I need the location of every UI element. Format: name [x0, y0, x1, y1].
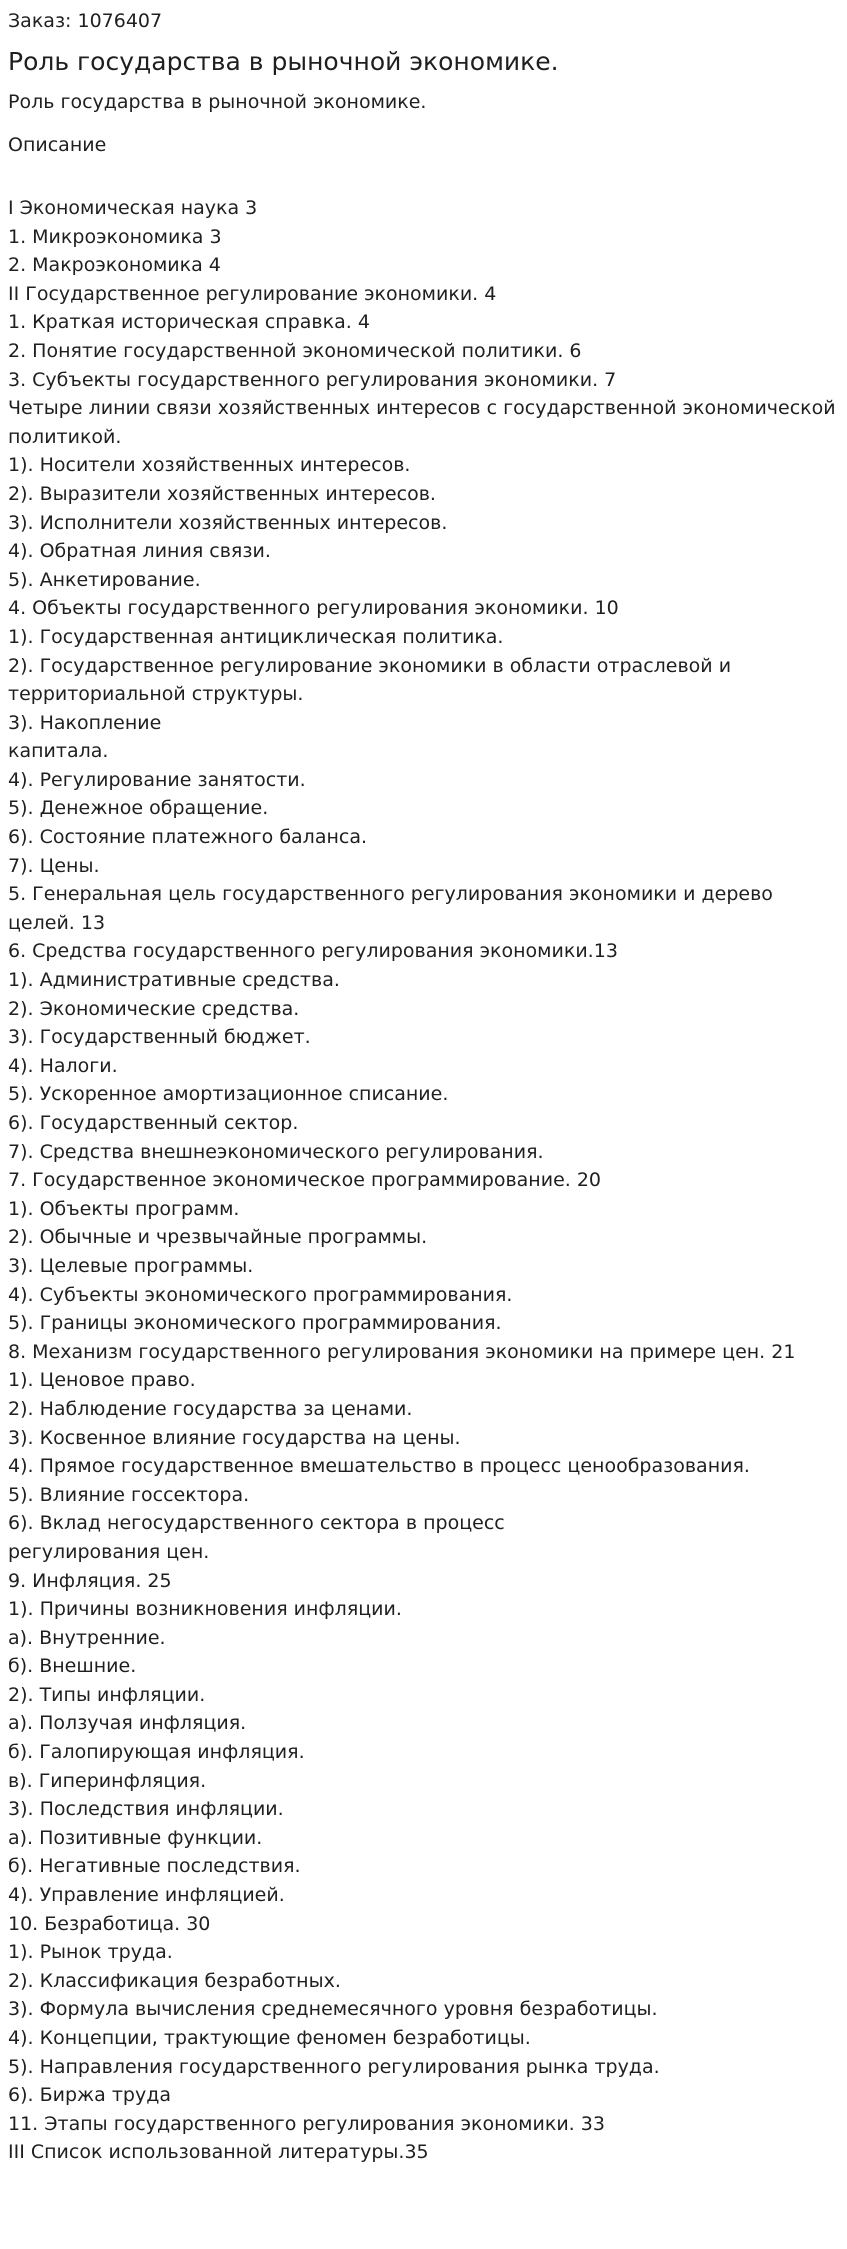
toc-line: 2). Экономические средства. [8, 997, 300, 1020]
toc-line: 7). Цены. [8, 854, 100, 877]
toc-line: капитала. [8, 740, 109, 763]
toc-line: б). Негативные последствия. [8, 1855, 301, 1878]
page-subtitle: Роль государства в рыночной экономике. [8, 91, 427, 113]
toc-line: 4). Управление инфляцией. [8, 1884, 285, 1907]
toc-line: 3). Последствия инфляции. [8, 1798, 284, 1821]
toc-line: II Государственное регулирование экономики. 4 [8, 282, 497, 305]
toc-line: 6). Состояние платежного баланса. [8, 826, 368, 849]
toc-line: 1. Краткая историческая справка. 4 [8, 311, 370, 334]
toc-line: 4). Регулирование занятости. [8, 768, 306, 791]
toc-line: 1). Административные средства. [8, 969, 340, 992]
toc-line: III Список использованной литературы.35 [8, 2141, 429, 2164]
toc-line: 4). Концепции, трактующие феномен безработицы. [8, 2027, 531, 2049]
toc-line: 5). Направления государственного регулирования рынка труда. [8, 2055, 660, 2078]
toc-line: 5). Границы экономического программирования. [8, 1312, 502, 1335]
toc-line: 1). Объекты программ. [8, 1197, 240, 1220]
toc-line: 3). Косвенное влияние государства на цены. [8, 1426, 461, 1449]
toc-line: 4). Прямое государственное вмешательство в процесс ценообразования. [8, 1455, 750, 1478]
table-of-contents [8, 194, 842, 2167]
toc-line: 2). Государственное регулирование экономики в области отраслевой и территориальной структуры. [8, 654, 738, 706]
toc-line: 5. Генеральная цель государственного регулирования экономики и дерево целей. 13 [8, 883, 779, 934]
toc-line: 11. Этапы государственного регулирования экономики. 33 [8, 2112, 605, 2135]
toc-line: 3). Исполнители хозяйственных интересов. [8, 511, 448, 534]
order-number: Заказ: 1076407 [8, 10, 163, 32]
toc-line: 3). Формула вычисления среднемесячного уровня безработицы. [8, 1998, 658, 2021]
toc-line: 4). Обратная линия связи. [8, 540, 271, 563]
toc-line: а). Ползучая инфляция. [8, 1712, 247, 1735]
toc-line: 2. Понятие государственной экономической политики. 6 [8, 339, 582, 362]
toc-line: 3. Субъекты государственного регулирования экономики. 7 [8, 368, 617, 391]
toc-line: 6. Средства государственного регулирования экономики.13 [8, 940, 618, 963]
toc-line: 2). Типы инфляции. [8, 1683, 206, 1706]
toc-line: 5). Денежное обращение. [8, 797, 269, 820]
toc-line: 4). Налоги. [8, 1054, 118, 1077]
toc-line: а). Внутренние. [8, 1626, 166, 1649]
toc-line: 5). Влияние госсектора. [8, 1483, 250, 1506]
toc-line: 6). Биржа труда [8, 2084, 171, 2107]
toc-line: 1). Рынок труда. [8, 1941, 173, 1964]
toc-line: 6). Государственный сектор. [8, 1112, 299, 1134]
toc-line: 6). Вклад негосударственного сектора в процесс [8, 1512, 505, 1535]
toc-line: а). Позитивные функции. [8, 1826, 263, 1849]
toc-line: б). Галопирующая инфляция. [8, 1741, 305, 1764]
toc-line: 1. Микроэкономика 3 [8, 225, 222, 248]
page-title: Роль государства в рыночной экономике. [8, 47, 559, 76]
toc-line: 2). Наблюдение государства за ценами. [8, 1397, 413, 1420]
toc-line: 8. Механизм государственного регулирования экономики на примере цен. 21 [8, 1340, 796, 1363]
toc-line: 4). Субъекты экономического программирования. [8, 1283, 513, 1306]
toc-line: б). Внешние. [8, 1655, 137, 1678]
toc-line: 5). Анкетирование. [8, 568, 201, 591]
toc-line: в). Гиперинфляция. [8, 1769, 207, 1792]
toc-line: 2). Классификация безработных. [8, 1969, 341, 1992]
toc-line: 3). Государственный бюджет. [8, 1026, 311, 1049]
toc-line: 1). Ценовое право. [8, 1369, 196, 1392]
toc-line: 1). Государственная антициклическая политика. [8, 625, 504, 648]
toc-line: I Экономическая наука 3 [8, 197, 258, 219]
toc-line: 7. Государственное экономическое программирование. 20 [8, 1169, 602, 1192]
toc-line: 2). Выразители хозяйственных интересов. [8, 482, 436, 505]
toc-line: регулирования цен. [8, 1540, 210, 1563]
toc-line: Четыре линии связи хозяйственных интересов с государственной экономической политикой. [8, 397, 842, 448]
toc-line: 1). Носители хозяйственных интересов. [8, 454, 411, 477]
description-heading: Описание [8, 134, 107, 156]
toc-line: 4. Объекты государственного регулирования экономики. 10 [8, 597, 619, 620]
toc-line: 2. Макроэкономика 4 [8, 254, 221, 277]
toc-line: 1). Причины возникновения инфляции. [8, 1598, 402, 1621]
toc-line: 3). Накопление [8, 711, 162, 734]
toc-line: 7). Средства внешнеэкономического регулирования. [8, 1140, 544, 1163]
toc-line: 3). Целевые программы. [8, 1254, 254, 1277]
toc-line: 10. Безработица. 30 [8, 1912, 211, 1935]
toc-line: 9. Инфляция. 25 [8, 1569, 172, 1592]
toc-line: 2). Обычные и чрезвычайные программы. [8, 1226, 428, 1249]
toc-line: 5). Ускоренное амортизационное списание. [8, 1083, 449, 1106]
